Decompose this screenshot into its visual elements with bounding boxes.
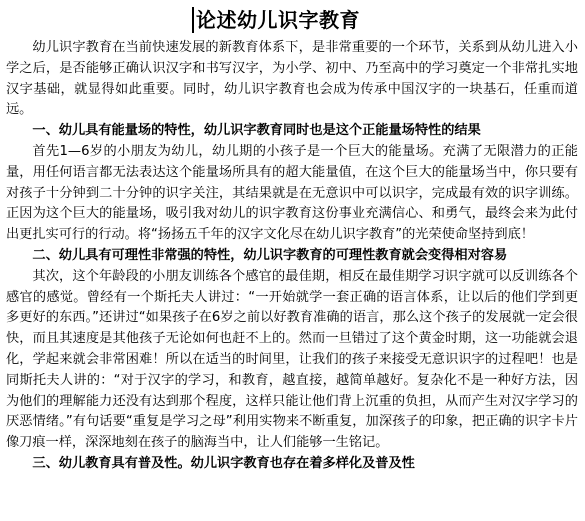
title-bar	[0, 4, 585, 34]
document-body	[6, 38, 578, 475]
section-heading-3: 三、幼儿教育具有普及性。幼儿识字教育也存在着多样化及普及性	[32, 455, 415, 471]
section-heading-1: 一、幼儿具有能量场的特性，幼儿识字教育同时也是这个正能量场特性的结果	[32, 123, 481, 139]
section-1-paragraph: 首先1—6岁的小朋友为幼儿，幼儿期的小孩子是一个巨大的能量场。充满了无限潜力的正能量，用任何语言都无法表达这个能量场所具有的超大能量值，在这个巨大的能量场当中，你只要有对孩子十分钟到二十分钟的识字关注，其结果就是在无意识中可以识字，完成最有效的识字训练。正因为这个巨大的能量场，吸引我对幼儿的识字教育这份事业充满信心、和勇气，最终会来为此付出更扎实可行的行动。将“扬扬五千年的汉字文化尽在幼儿识字教育”的光荣使命坚持到底！	[6, 143, 578, 243]
text-cursor	[192, 7, 194, 33]
intro-paragraph: 幼儿识字教育在当前快速发展的新教育体系下，是非常重要的一个环节，关系到从幼儿进入小学之后，是否能够正确认识汉字和书写汉字，为小学、初中、乃至高中的学习奠定一个非常扎实地汉字基础，就显得如此重要。同时，幼儿识字教育也会成为传承中国汉字的一块基石，任重而道远。	[6, 40, 578, 118]
section-heading-2: 二、幼儿具有可理性非常强的特性，幼儿识字教育的可理性教育就会变得相对容易	[32, 247, 508, 263]
document-title: 论述幼儿识字教育	[196, 8, 360, 32]
section-2-paragraph: 其次，这个年龄段的小朋友训练各个感官的最佳期，相反在最佳期学习识字就可以反训练各个感官的感觉。曾经有一个斯托夫人讲过：“一开始就学一套正确的语言体系，让以后的他们学到更多更好的东西。”还讲过“如果孩子在6岁之前以好教育准确的语言，那么这个孩子的发展就一定会很快，而且其速度是其他孩子无论如何也赶不上的。然而一旦错过了这个黄金时期，这一功能就会退化，学起来就会非常困难！所以在适当的时间里，让我们的孩子来接受无意识识字的过程吧！也是同斯托夫人讲的：“对于汉字的学习，和教育，越直接，越简单越好。复杂化不是一种好方法，因为他们的理解能力还没有达到那个程度，这样只能让他们背上沉重的负担，从而产生对汉字学习的厌恶情绪。”有句话要“重复是学习之母”利用实物来不断重复，加深孩子的印象，把正确的识字卡片像刀痕一样，深深地刻在孩子的脑海当中，让人们能够一生铭记。	[6, 268, 578, 451]
